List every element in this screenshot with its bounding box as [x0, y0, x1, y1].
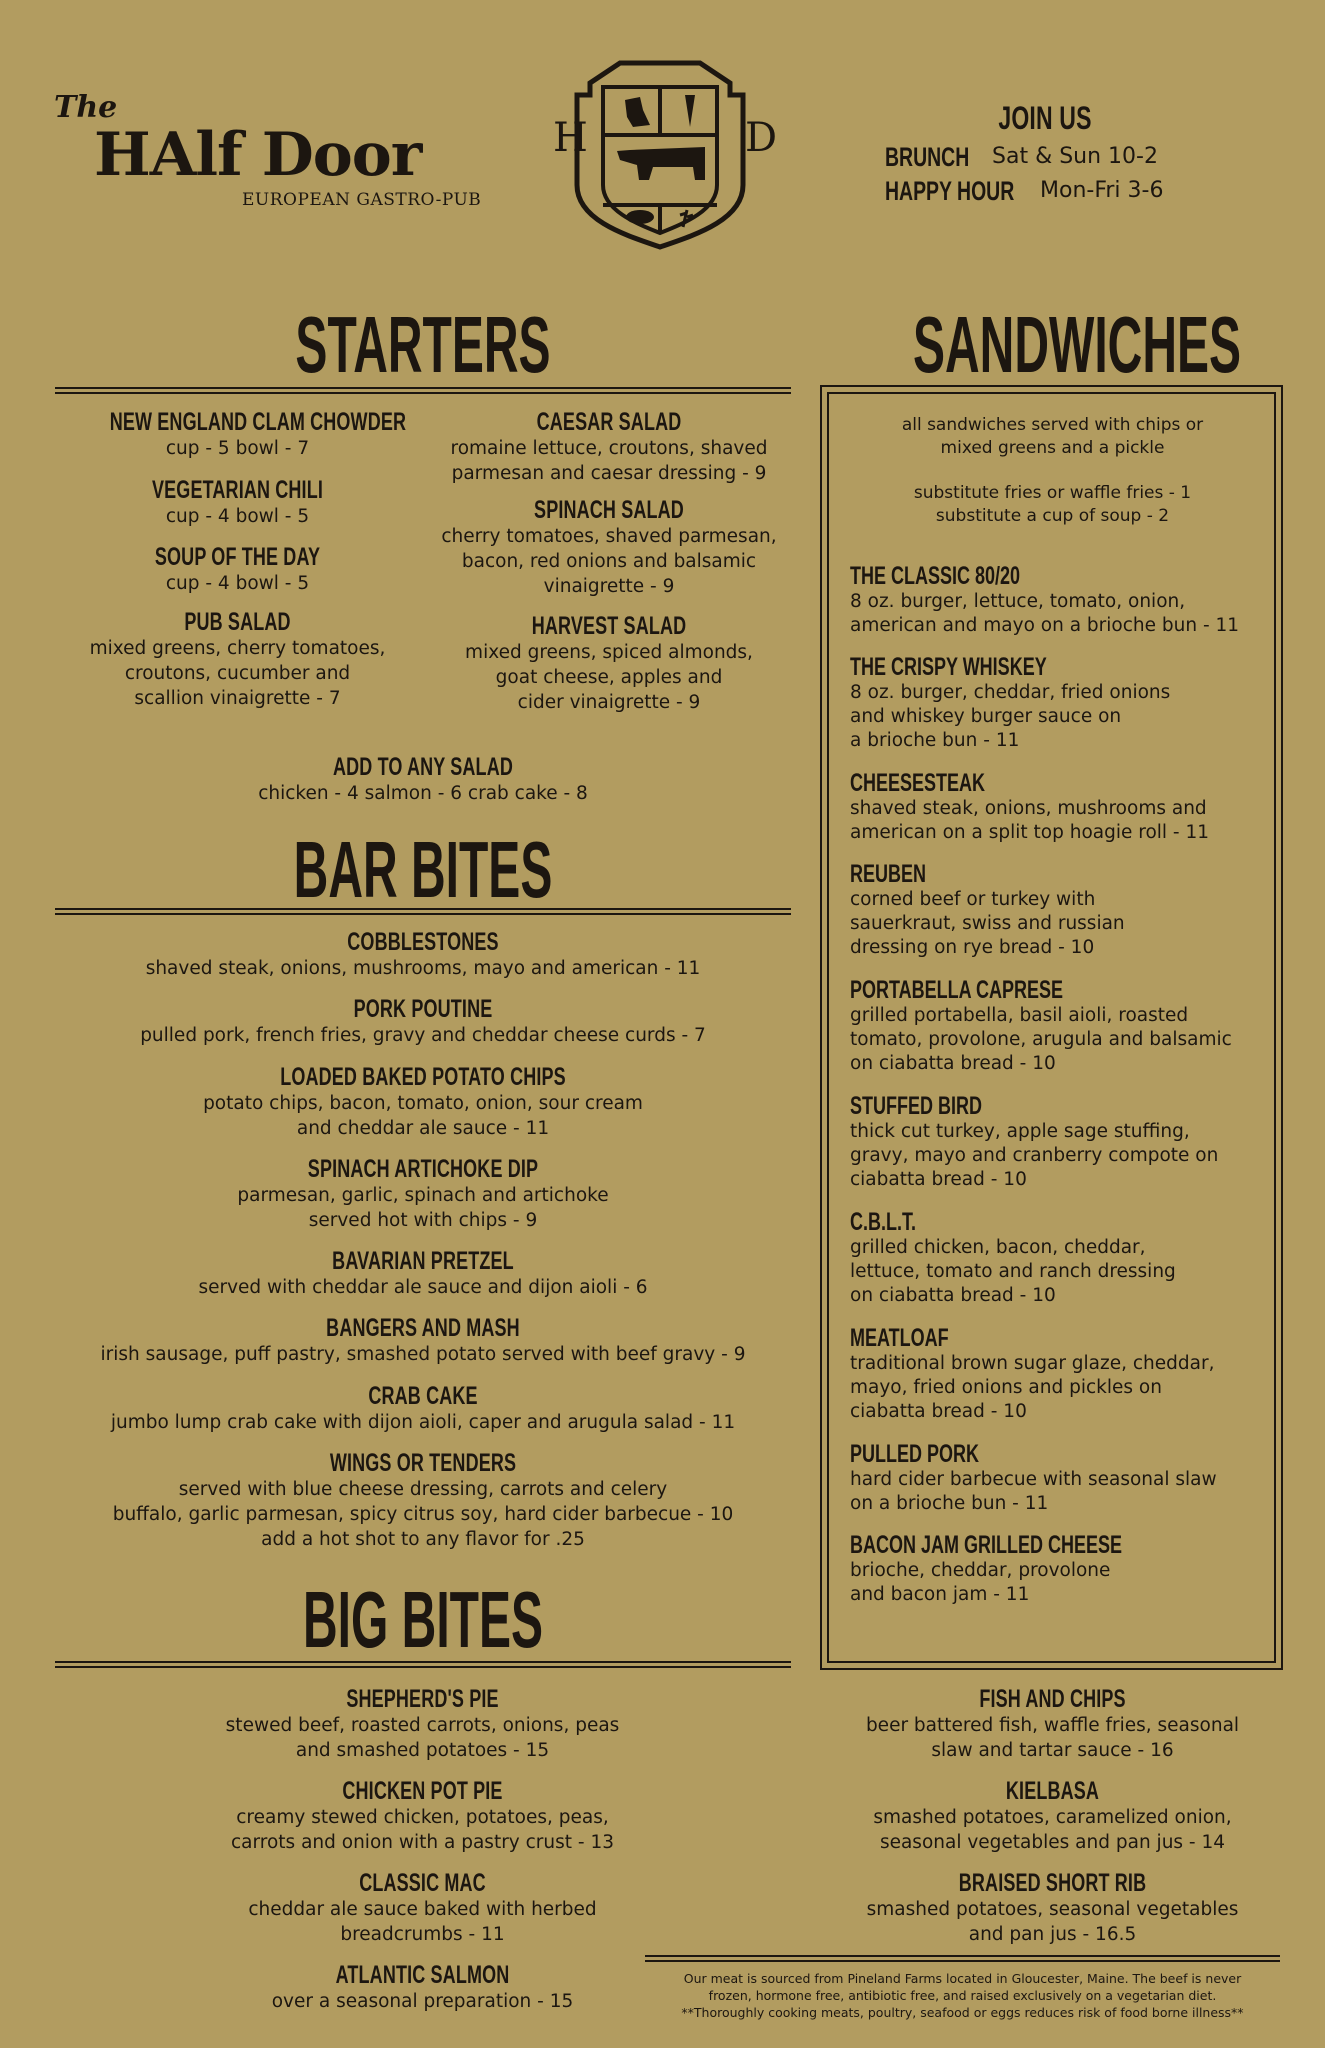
item-name: SHEPHERD'S PIE [346, 1685, 499, 1713]
starter-item [60, 543, 415, 596]
item-name: REUBEN [850, 860, 927, 888]
item-desc: hard cider barbecue with seasonal slaw on a brioche bun - 11 [850, 1469, 1217, 1514]
item-desc: grilled chicken, bacon, cheddar, lettuce, tomato and ranch dressing on ciabatta bread - 10 [850, 1237, 1176, 1306]
bar-bites-rule [55, 908, 791, 915]
sandwiches-note-substitute: substitute fries or waffle fries - 1 substitute a cup of soup - 2 [913, 483, 1192, 526]
brand-tagline: EUROPEAN GASTRO-PUB [242, 190, 482, 210]
item-desc: cup - 4 bowl - 5 [165, 506, 310, 527]
bar-bite-item [55, 1155, 791, 1233]
brand-logo [50, 90, 482, 230]
item-name: HARVEST SALAD [531, 612, 687, 640]
item-name: COBBLESTONES [347, 928, 499, 956]
item-name: ATLANTIC SALMON [335, 1961, 510, 1989]
item-name: LOADED BAKED POTATO CHIPS [280, 1063, 566, 1091]
sandwich-item [850, 1324, 1280, 1424]
join-us-block [880, 100, 1210, 210]
big-bites-title: BIG BITES [302, 1575, 544, 1664]
item-desc: grilled portabella, basil aioli, roasted tomato, provolone, arugula and balsamic on ciabatta bread - 10 [850, 1005, 1232, 1074]
item-name: SPINACH SALAD [534, 496, 684, 524]
item-desc: cup - 4 bowl - 5 [165, 573, 310, 594]
starter-item [60, 476, 415, 529]
sandwiches-note-sides: all sandwiches served with chips or mixed greens and a pickle [901, 415, 1204, 458]
item-name: VEGETARIAN CHILI [152, 476, 323, 504]
item-desc: mixed greens, cherry tomatoes, croutons, cucumber and scallion vinaigrette - 7 [89, 638, 386, 709]
item-name: STUFFED BIRD [850, 1092, 982, 1120]
sandwiches-title: SANDWICHES [913, 300, 1242, 389]
sandwich-item [850, 860, 1280, 960]
item-name: THE CRISPY WHISKEY [850, 653, 1047, 681]
item-name: CHEESESTEAK [850, 769, 986, 797]
item-desc: 8 oz. burger, cheddar, fried onions and whiskey burger sauce on a brioche bun - 11 [850, 682, 1171, 751]
sandwich-item [850, 769, 1280, 845]
sandwich-item [850, 976, 1280, 1076]
bar-bite-item [55, 1314, 791, 1367]
join-us-title: JOIN US [998, 100, 1092, 136]
bar-bites-title: BAR BITES [293, 825, 553, 914]
item-name: SPINACH ARTICHOKE DIP [307, 1155, 539, 1183]
crest-letter-left: H [553, 115, 588, 161]
item-name: KIELBASA [1005, 1777, 1100, 1805]
item-name: PUB SALAD [184, 608, 291, 636]
starter-item [415, 496, 803, 599]
big-bite-item [60, 1777, 785, 1855]
sandwich-item [850, 562, 1280, 638]
item-name: BAVARIAN PRETZEL [332, 1247, 514, 1275]
item-name: FISH AND CHIPS [979, 1685, 1126, 1713]
add-to-salad [55, 753, 791, 806]
item-desc: smashed potatoes, seasonal vegetables and pan jus - 16.5 [866, 1899, 1239, 1945]
big-bite-item [820, 1685, 1285, 1763]
item-name: CLASSIC MAC [359, 1869, 486, 1897]
brand-the: The [54, 90, 118, 125]
item-name: SOUP OF THE DAY [154, 543, 321, 571]
starter-item [415, 408, 803, 486]
footer-note: Our meat is sourced from Pineland Farms located in Gloucester, Maine. The beef is never frozen, hormone free, antibiotic free, and raised exclusively on a vegetarian diet. **Thoroughly cooking meats, poultry, seafood or eggs reduces risk of food borne illness** [681, 1971, 1244, 2020]
item-name: BANGERS AND MASH [326, 1314, 520, 1342]
item-name: CHICKEN POT PIE [342, 1777, 503, 1805]
item-name: PORTABELLA CAPRESE [850, 976, 1064, 1004]
item-desc: traditional brown sugar glaze, cheddar, mayo, fried onions and pickles on ciabatta bread - 10 [850, 1353, 1215, 1422]
item-desc: smashed potatoes, caramelized onion, seasonal vegetables and pan jus - 14 [873, 1807, 1232, 1853]
item-name: MEATLOAF [850, 1324, 949, 1352]
brunch-hours: Sat & Sun 10-2 [992, 144, 1158, 169]
starter-item [60, 608, 415, 711]
item-desc: romaine lettuce, croutons, shaved parmesan and caesar dressing - 9 [450, 438, 768, 484]
bar-bite-item [55, 1247, 791, 1300]
item-name: BRAISED SHORT RIB [958, 1869, 1147, 1897]
starter-item [415, 612, 803, 715]
sandwich-item [850, 1092, 1280, 1192]
item-name: BACON JAM GRILLED CHEESE [850, 1531, 1123, 1559]
item-desc: thick cut turkey, apple sage stuffing, gravy, mayo and cranberry compote on ciabatta bread - 10 [850, 1121, 1219, 1190]
starter-item [60, 408, 415, 461]
starters-title: STARTERS [295, 300, 551, 389]
item-name: CRAB CAKE [368, 1382, 478, 1410]
brand-name: HAlf Door [94, 120, 422, 190]
item-desc: jumbo lump crab cake with dijon aioli, caper and arugula salad - 11 [110, 1412, 736, 1433]
item-desc: beer battered fish, waffle fries, seasonal slaw and tartar sauce - 16 [865, 1715, 1240, 1761]
starters-rule [55, 387, 791, 394]
bar-bite-item [55, 995, 791, 1048]
item-name: NEW ENGLAND CLAM CHOWDER [109, 408, 407, 436]
item-desc: cheddar ale sauce baked with herbed breadcrumbs - 11 [248, 1899, 597, 1945]
happy-hour-hours: Mon-Fri 3-6 [1040, 178, 1164, 203]
item-desc: shaved steak, onions, mushrooms and american on a split top hoagie roll - 11 [850, 798, 1210, 843]
bar-bite-item [55, 1382, 791, 1435]
item-desc: corned beef or turkey with sauerkraut, swiss and russian dressing on rye bread - 10 [850, 889, 1125, 958]
big-bite-item [820, 1869, 1285, 1947]
item-name: C.B.L.T. [850, 1208, 917, 1236]
item-desc: potato chips, bacon, tomato, onion, sour cream and cheddar ale sauce - 11 [203, 1093, 643, 1139]
footer-rule [645, 1955, 1280, 1962]
happy-hour-label: HAPPY HOUR [885, 176, 1015, 206]
item-desc: mixed greens, spiced almonds, goat cheese, apples and cider vinaigrette - 9 [465, 642, 753, 713]
item-desc: cherry tomatoes, shaved parmesan, bacon, red onions and balsamic vinaigrette - 9 [441, 526, 777, 597]
item-desc: parmesan, garlic, spinach and artichoke served hot with chips - 9 [237, 1185, 609, 1231]
item-desc: stewed beef, roasted carrots, onions, peas and smashed potatoes - 15 [225, 1715, 620, 1761]
big-bites-rule [55, 1661, 791, 1668]
item-desc: shaved steak, onions, mushrooms, mayo and american - 11 [145, 958, 701, 979]
bar-bite-item [55, 1063, 791, 1141]
item-name: PULLED PORK [850, 1440, 980, 1468]
crest-letter-right: D [745, 115, 778, 161]
big-bite-item [60, 1685, 785, 1763]
sandwich-item [850, 1440, 1280, 1516]
item-desc: brioche, cheddar, provolone and bacon jam - 11 [850, 1560, 1111, 1605]
item-name: CAESAR SALAD [536, 408, 682, 436]
sandwich-item [850, 653, 1280, 753]
item-desc: pulled pork, french fries, gravy and cheddar cheese curds - 7 [140, 1025, 706, 1046]
item-name: WINGS OR TENDERS [329, 1449, 517, 1477]
item-name: THE CLASSIC 80/20 [850, 562, 1021, 590]
bar-bite-item [55, 928, 791, 981]
big-bite-item [820, 1777, 1285, 1855]
item-desc: chicken - 4 salmon - 6 crab cake - 8 [258, 783, 588, 804]
brunch-label: BRUNCH [885, 142, 970, 172]
item-desc: cup - 5 bowl - 7 [165, 438, 310, 459]
item-name: ADD TO ANY SALAD [333, 753, 513, 781]
item-desc: 8 oz. burger, lettuce, tomato, onion, american and mayo on a brioche bun - 11 [850, 591, 1240, 636]
item-desc: served with cheddar ale sauce and dijon aioli - 6 [198, 1277, 648, 1298]
crest-emblem [545, 55, 778, 250]
bar-bite-item [55, 1449, 791, 1552]
item-desc: served with blue cheese dressing, carrots and celery buffalo, garlic parmesan, spicy citrus soy, hard cider barbecue - 10 add a hot shot to any flavor for .25 [112, 1479, 734, 1550]
sandwich-item [850, 1531, 1280, 1607]
item-desc: over a seasonal preparation - 15 [271, 1991, 574, 2012]
item-desc: irish sausage, puff pastry, smashed potato served with beef gravy - 9 [100, 1344, 746, 1365]
sandwich-item [850, 1208, 1280, 1308]
item-name: PORK POUTINE [353, 995, 493, 1023]
item-desc: creamy stewed chicken, potatoes, peas, carrots and onion with a pastry crust - 13 [231, 1807, 614, 1853]
big-bite-item [60, 1869, 785, 1947]
